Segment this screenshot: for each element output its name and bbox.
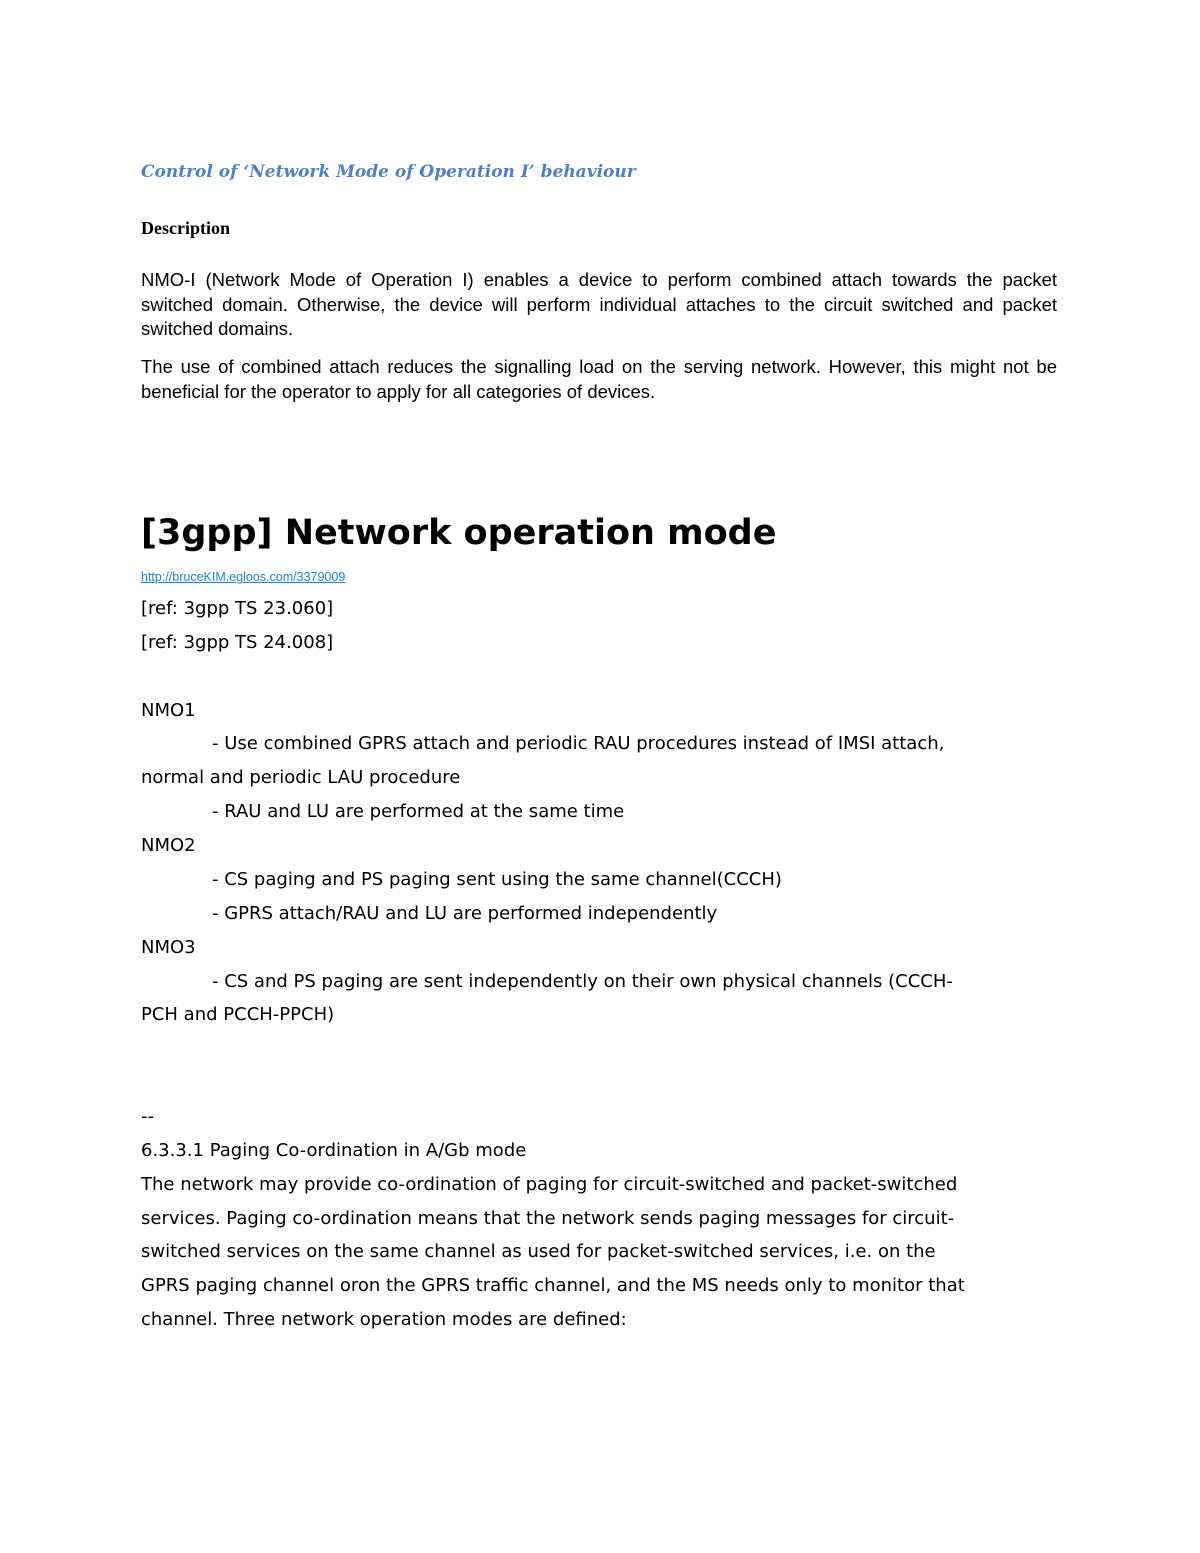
description-heading: Description: [141, 218, 230, 238]
section-text-line: channel. Three network operation modes are defined:: [141, 1309, 627, 1330]
source-link[interactable]: http://bruceKIM.egloos.com/3379009: [141, 570, 346, 584]
list-item: - CS paging and PS paging sent using the same channel(CCCH): [212, 869, 782, 890]
separator: --: [141, 1106, 154, 1127]
list-item: normal and periodic LAU procedure: [141, 767, 461, 788]
nmo2-label: NMO2: [141, 835, 196, 856]
list-item: - RAU and LU are performed at the same time: [212, 801, 625, 822]
main-title: [3gpp] Network operation mode: [141, 513, 777, 553]
nmo1-label: NMO1: [141, 700, 196, 721]
ref-line: [ref: 3gpp TS 24.008]: [141, 632, 334, 653]
section-text-line: switched services on the same channel as used for packet-switched services, i.e. on the: [141, 1241, 936, 1262]
list-item: - CS and PS paging are sent independently on their own physical channels (CCCH-: [212, 971, 953, 992]
section-text-line: services. Paging co-ordination means that the network sends paging messages for circuit-: [141, 1208, 955, 1229]
section-text-line: The network may provide co-ordination of paging for circuit-switched and packet-switched: [141, 1174, 958, 1195]
list-item: PCH and PCCH-PPCH): [141, 1004, 335, 1025]
nmo3-label: NMO3: [141, 937, 196, 958]
italic-title: Control of ‘Network Mode of Operation I’ behaviour: [141, 162, 636, 182]
paragraph-combined-attach: The use of combined attach reduces the signalling load on the serving network. However, this might not be beneficial for the operator to apply for all categories of devices.: [141, 356, 1057, 402]
ref-line: [ref: 3gpp TS 23.060]: [141, 598, 334, 619]
list-item: - GPRS attach/RAU and LU are performed independently: [212, 903, 718, 924]
paragraph-nmo-intro: NMO-I (Network Mode of Operation I) enables a device to perform combined attach towards the packet switched domain. Otherwise, the device will perform individual attaches to the circuit switched and packet switched domains.: [141, 269, 1057, 339]
list-item: - Use combined GPRS attach and periodic RAU procedures instead of IMSI attach,: [212, 733, 945, 754]
section-heading: 6.3.3.1 Paging Co-ordination in A/Gb mode: [141, 1140, 527, 1161]
section-text-line: GPRS paging channel oron the GPRS traffic channel, and the MS needs only to monitor that: [141, 1275, 965, 1296]
